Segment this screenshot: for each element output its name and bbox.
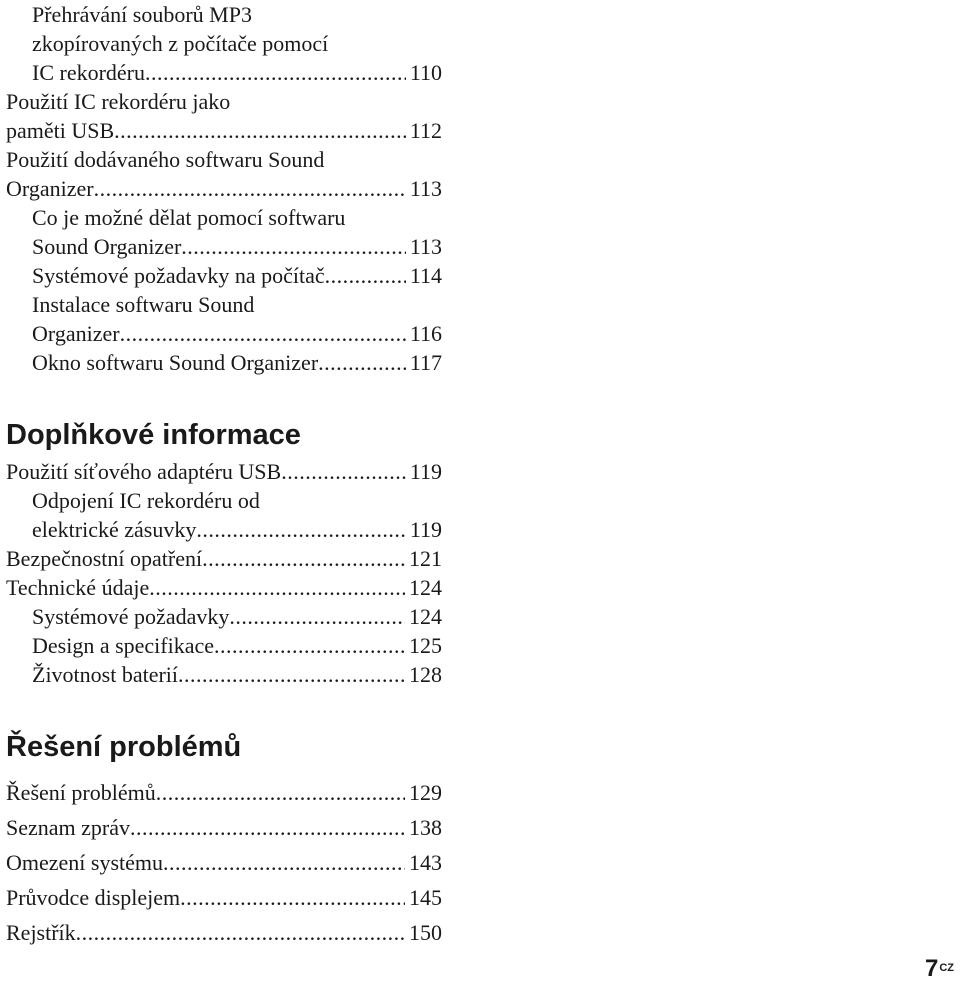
toc-entry-disconnect[interactable] [6, 486, 442, 544]
toc-entry-title: Technické údaje [6, 575, 150, 600]
toc-entry-message-list[interactable] [6, 810, 442, 845]
toc-entry-design-specs[interactable] [6, 631, 442, 660]
toc-page-number: 112 [409, 118, 442, 143]
toc-leader-dots [94, 174, 406, 203]
toc-page-number: 138 [409, 815, 442, 840]
toc-page-number: 128 [409, 662, 442, 687]
toc-entry-title: Rejstřík [6, 920, 76, 945]
toc-leader-dots [145, 58, 406, 87]
toc-page-number: 125 [409, 633, 442, 658]
toc-entry-line: Instalace softwaru Sound [32, 292, 255, 317]
toc-leader-dots [214, 631, 405, 660]
toc-entry-usb-memory[interactable] [6, 87, 442, 145]
table-of-contents [6, 0, 442, 950]
toc-entry-title: Bezpečnostní opatření [6, 546, 203, 571]
toc-entry-title: elektrické zásuvky [32, 517, 197, 542]
toc-page-number: 113 [409, 176, 442, 201]
toc-entry-system-limits[interactable] [6, 845, 442, 880]
page-number [925, 957, 954, 981]
toc-entry-troubleshooting[interactable] [6, 775, 442, 810]
toc-entry-title: Sound Organizer [32, 234, 182, 259]
toc-leader-dots [180, 880, 405, 915]
toc-entry-title: Životnost baterií [32, 662, 179, 687]
toc-entry-title: paměti USB [6, 118, 115, 143]
page-number-value: 7 [924, 955, 939, 982]
toc-entry-title: IC rekordéru [32, 60, 146, 85]
toc-leader-dots [318, 348, 406, 377]
toc-page-number: 114 [409, 263, 442, 288]
toc-entry-display-guide[interactable] [6, 880, 442, 915]
toc-page-number: 129 [409, 780, 442, 805]
toc-entry-line: Přehrávání souborů MP3 [32, 2, 252, 27]
toc-entry-system-requirements-pc[interactable] [6, 261, 442, 290]
toc-entry-sound-organizer[interactable] [6, 145, 442, 203]
toc-leader-dots [281, 457, 406, 486]
toc-leader-dots [325, 261, 406, 290]
toc-entry-title: Průvodce displejem [6, 885, 181, 910]
toc-page-number: 143 [409, 850, 442, 875]
toc-leader-dots [181, 232, 406, 261]
toc-leader-dots [76, 915, 405, 950]
toc-entry-software-window[interactable] [6, 348, 442, 377]
toc-page-number: 124 [409, 604, 442, 629]
toc-page-number: 110 [409, 60, 442, 85]
toc-leader-dots [202, 544, 405, 573]
section-heading-troubleshooting: Řešení problémů [6, 731, 242, 763]
toc-leader-dots [120, 319, 406, 348]
toc-entry-battery-life[interactable] [6, 660, 442, 689]
toc-leader-dots [229, 602, 405, 631]
toc-entry-line: zkopírovaných z počítače pomocí [32, 31, 329, 56]
toc-page-number: 119 [409, 517, 442, 542]
section-heading-additional-info: Doplňkové informace [6, 419, 301, 451]
toc-entry-title: Systémové požadavky na počítač [32, 263, 325, 288]
toc-entry-technical-data[interactable] [6, 573, 442, 602]
toc-leader-dots [114, 116, 406, 145]
toc-entry-title: Organizer [32, 321, 120, 346]
toc-entry-title: Systémové požadavky [32, 604, 230, 629]
toc-page-number: 117 [409, 350, 442, 375]
toc-entry-title: Omezení systému [6, 850, 164, 875]
toc-leader-dots [163, 845, 405, 880]
toc-page-number: 150 [409, 920, 442, 945]
toc-page-number: 113 [409, 234, 442, 259]
toc-entry-what-can-do[interactable] [6, 203, 442, 261]
toc-page-number: 124 [409, 575, 442, 600]
toc-entry-usb-adapter[interactable] [6, 457, 442, 486]
toc-entry-mp3-playback[interactable] [6, 0, 442, 87]
toc-page-number: 145 [409, 885, 442, 910]
toc-page-number: 116 [409, 321, 442, 346]
toc-entry-line: Co je možné dělat pomocí softwaru [32, 205, 346, 230]
language-code: CZ [939, 962, 954, 974]
toc-entry-title: Použití síťového adaptéru USB [6, 459, 282, 484]
toc-leader-dots [178, 660, 405, 689]
toc-entry-line: Použití IC rekordéru jako [6, 89, 231, 114]
toc-entry-title: Řešení problémů [6, 780, 156, 805]
toc-entry-title: Okno softwaru Sound Organizer [32, 350, 319, 375]
toc-entry-line: Použití dodávaného softwaru Sound [6, 147, 325, 172]
toc-leader-dots [149, 573, 405, 602]
toc-entry-title: Organizer [6, 176, 94, 201]
toc-leader-dots [156, 775, 405, 810]
toc-entry-system-requirements[interactable] [6, 602, 442, 631]
toc-entry-index[interactable] [6, 915, 442, 950]
toc-entry-title: Seznam zpráv [6, 815, 130, 840]
toc-page-number: 121 [409, 546, 442, 571]
toc-leader-dots [130, 810, 405, 845]
toc-leader-dots [196, 515, 406, 544]
toc-page-number: 119 [409, 459, 442, 484]
toc-entry-safety[interactable] [6, 544, 442, 573]
toc-entry-install-software[interactable] [6, 290, 442, 348]
toc-entry-line: Odpojení IC rekordéru od [32, 488, 260, 513]
toc-entry-title: Design a specifikace [32, 633, 215, 658]
